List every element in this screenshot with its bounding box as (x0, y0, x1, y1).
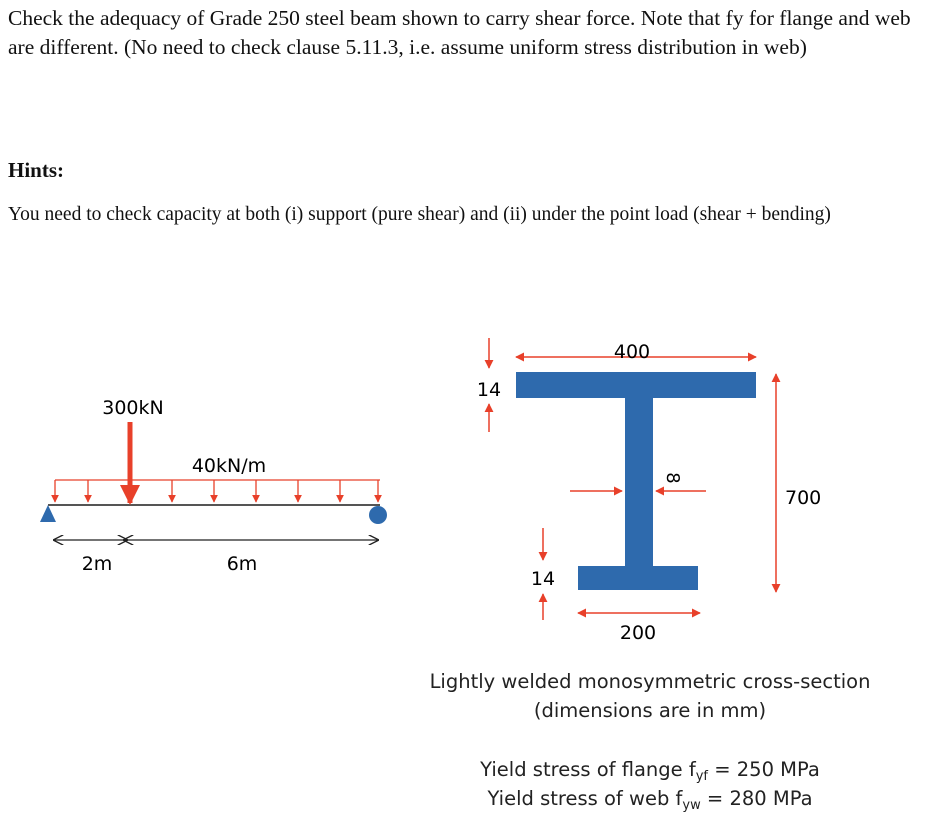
yield-web-sub: yw (682, 798, 701, 813)
dim-14-bottom-label: 14 (530, 568, 556, 590)
section-caption (400, 667, 900, 725)
dim-400-label: 400 (613, 341, 651, 363)
cross-section (477, 338, 821, 644)
beam-diagram (40, 397, 387, 575)
dim-14-top-label: 14 (476, 379, 502, 401)
dim-2m-label: 2m (81, 553, 113, 575)
dim-200-label: 200 (619, 622, 657, 644)
hints-text: You need to check capacity at both (i) support (pure shear) and (ii) under the point load (shear + bending) (8, 204, 831, 225)
dim-6m-label: 6m (226, 553, 258, 575)
hints-title: Hints: (8, 158, 65, 182)
question-text: Check the adequacy of Grade 250 steel beam shown to carry shear force. Note that fy for flange and web are different. (No need to check clause 5.11.3, i.e. assume uniform stress distribution in web) (8, 6, 911, 59)
dim-8-label: 8 (662, 472, 683, 484)
pin-support (40, 505, 56, 522)
yield-stress-block (440, 755, 860, 813)
udl-label: 40kN/m (191, 455, 267, 477)
udl-arrows (55, 480, 378, 502)
yield-flange-sub: yf (695, 769, 709, 784)
yield-web-line (440, 784, 860, 813)
point-load-label: 300kN (102, 397, 164, 419)
bottom-flange (578, 566, 698, 590)
yield-flange-value: = 250 MPa (708, 758, 820, 781)
web (625, 398, 653, 566)
caption-line-2: (dimensions are in mm) (533, 699, 767, 722)
top-flange (516, 372, 756, 398)
yield-web-prefix: Yield stress of web f (487, 787, 683, 810)
yield-flange-line (440, 755, 860, 784)
caption-line-1: Lightly welded monosymmetric cross-section (429, 670, 871, 693)
dim-700-label: 700 (785, 487, 822, 509)
roller-support (369, 506, 387, 524)
yield-web-value: = 280 MPa (700, 787, 813, 810)
yield-flange-prefix: Yield stress of flange f (480, 758, 696, 781)
